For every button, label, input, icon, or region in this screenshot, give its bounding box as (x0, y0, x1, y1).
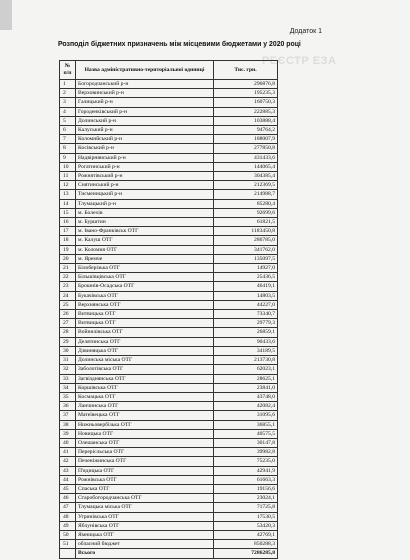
row-value: 286785,0 (214, 236, 278, 245)
row-value: 103888,4 (214, 116, 278, 125)
table-row (60, 80, 278, 89)
table-row (60, 236, 278, 245)
table-row (60, 218, 278, 227)
table-row (60, 530, 278, 539)
table-row (60, 144, 278, 153)
table-row (60, 438, 278, 447)
row-name: м. Коломия ОТГ (76, 245, 214, 254)
row-name: м. Яремче (76, 254, 214, 263)
table-row (60, 300, 278, 309)
total-label: Всього (76, 549, 214, 558)
row-value: 75235,0 (214, 457, 278, 466)
row-name: Матеївецька ОТГ (76, 411, 214, 420)
row-name: Печеніжинська ОТГ (76, 457, 214, 466)
row-name: Яблунівська ОТГ (76, 521, 214, 530)
table-row (60, 337, 278, 346)
total-value: 7286285,8 (214, 549, 278, 558)
row-value: 53420,3 (214, 521, 278, 530)
row-value: 73340,7 (214, 310, 278, 319)
row-name: Тлумацька міська ОТГ (76, 503, 214, 512)
scan-edge (0, 0, 12, 30)
row-value: 28625,1 (214, 374, 278, 383)
row-value: 85280,4 (214, 199, 278, 208)
row-value: 92699,6 (214, 208, 278, 217)
table-row (60, 89, 278, 98)
row-name: П'ядицька ОТГ (76, 466, 214, 475)
row-name: Нижньовербізька ОТГ (76, 420, 214, 429)
row-num: 20 (60, 254, 76, 263)
row-name: Калуський р-н (76, 126, 214, 135)
row-value: 34189,5 (214, 346, 278, 355)
table-row (60, 190, 278, 199)
table-row (60, 475, 278, 484)
row-name: Старобогородчанська ОТГ (76, 494, 214, 503)
header-name: Назва адміністративно-територіальної одиниці (76, 61, 214, 80)
row-name: Більшівцівська ОТГ (76, 273, 214, 282)
row-value: 304385,4 (214, 172, 278, 181)
table-row (60, 392, 278, 401)
row-name: Рогатинський р-н (76, 162, 214, 171)
row-value: 62023,1 (214, 365, 278, 374)
row-value: 23024,1 (214, 494, 278, 503)
row-num: 18 (60, 236, 76, 245)
row-value: 850288,3 (214, 540, 278, 549)
table-row (60, 365, 278, 374)
row-name: обласний бюджет (76, 540, 214, 549)
table-row (60, 383, 278, 392)
table-row (60, 429, 278, 438)
table-row (60, 457, 278, 466)
row-name: Космацька ОТГ (76, 392, 214, 401)
row-value: 135097,5 (214, 254, 278, 263)
row-num: 28 (60, 328, 76, 337)
row-num: 48 (60, 512, 76, 521)
annex-label: Додаток 1 (289, 28, 322, 35)
row-num: 11 (60, 172, 76, 181)
row-num: 33 (60, 374, 76, 383)
table-row (60, 356, 278, 365)
stamp-watermark: РЕЄСТР ЕЗА (262, 55, 337, 67)
row-name: Ланчинська ОТГ (76, 402, 214, 411)
row-num: 41 (60, 448, 76, 457)
row-num: 34 (60, 383, 76, 392)
table-row (60, 503, 278, 512)
row-name: м. Болехів (76, 208, 214, 217)
row-value: 160750,3 (214, 98, 278, 107)
row-num: 7 (60, 135, 76, 144)
table-row (60, 208, 278, 217)
table-row (60, 282, 278, 291)
row-num: 3 (60, 98, 76, 107)
row-num: 36 (60, 402, 76, 411)
row-num: 27 (60, 319, 76, 328)
row-value: 40575,5 (214, 429, 278, 438)
table-row (60, 107, 278, 116)
document-title: Розподіл біджетних призначень між місцевими бюджетами у 2020 році (58, 41, 301, 48)
row-num: 17 (60, 227, 76, 236)
table-row (60, 540, 278, 549)
row-num: 1 (60, 80, 76, 89)
row-name: Долинський р-н (76, 116, 214, 125)
row-num: 24 (60, 291, 76, 300)
row-num: 37 (60, 411, 76, 420)
row-name: Угринівська ОТГ (76, 512, 214, 521)
header-value: Тис. грн. (214, 61, 278, 80)
row-num: 15 (60, 208, 76, 217)
table-row (60, 512, 278, 521)
table-row (60, 153, 278, 162)
row-num: 40 (60, 438, 76, 447)
row-num: 12 (60, 181, 76, 190)
row-name: м. Бурштин (76, 218, 214, 227)
row-num: 47 (60, 503, 76, 512)
row-value: 61663,3 (214, 475, 278, 484)
table-row (60, 346, 278, 355)
row-name: Коршівська ОТГ (76, 383, 214, 392)
row-name: Долинська міська ОТГ (76, 356, 214, 365)
row-num: 6 (60, 126, 76, 135)
row-value: 213730,8 (214, 356, 278, 365)
row-num: 26 (60, 310, 76, 319)
row-value: 214988,7 (214, 190, 278, 199)
row-value: 144065,4 (214, 162, 278, 171)
row-name: Перерісльська ОТГ (76, 448, 214, 457)
row-value: 195235,3 (214, 89, 278, 98)
table-row (60, 402, 278, 411)
row-num: 22 (60, 273, 76, 282)
row-num: 43 (60, 466, 76, 475)
row-num: 42 (60, 457, 76, 466)
row-num: 30 (60, 346, 76, 355)
row-value: 36855,1 (214, 420, 278, 429)
table-row (60, 310, 278, 319)
table-row (60, 411, 278, 420)
row-name: Букачівська ОТГ (76, 291, 214, 300)
row-value: 431433,6 (214, 153, 278, 162)
row-name: Дзвиняцька ОТГ (76, 346, 214, 355)
table-row (60, 273, 278, 282)
row-name: Брошнів-Осадська ОТГ (76, 282, 214, 291)
row-name: Витвицька ОТГ (76, 310, 214, 319)
row-value: 14927,0 (214, 264, 278, 273)
row-name: Верхнянська ОТГ (76, 300, 214, 309)
row-name: Білоберізька ОТГ (76, 264, 214, 273)
table-row (60, 319, 278, 328)
row-name: Витвицька ОТГ (76, 319, 214, 328)
row-name: Надвірнянський р-н (76, 153, 214, 162)
table-row (60, 448, 278, 457)
row-value: 46419,1 (214, 282, 278, 291)
table-row (60, 227, 278, 236)
row-num: 21 (60, 264, 76, 273)
row-name: Коломийський р-н (76, 135, 214, 144)
row-num: 49 (60, 521, 76, 530)
row-num: 25 (60, 300, 76, 309)
row-name: Олешанська ОТГ (76, 438, 214, 447)
row-num: 2 (60, 89, 76, 98)
row-num: 46 (60, 494, 76, 503)
table-body (60, 80, 278, 549)
table-row (60, 126, 278, 135)
row-value: 90433,6 (214, 337, 278, 346)
table-row (60, 420, 278, 429)
table-row (60, 374, 278, 383)
row-value: 39982,8 (214, 448, 278, 457)
row-name: Снятинський р-н (76, 181, 214, 190)
row-num: 51 (60, 540, 76, 549)
row-num: 5 (60, 116, 76, 125)
row-num: 14 (60, 199, 76, 208)
row-value: 43748,0 (214, 392, 278, 401)
row-value: 25436,5 (214, 273, 278, 282)
row-value: 42941,9 (214, 466, 278, 475)
row-name: Заболотівська ОТГ (76, 365, 214, 374)
row-value: 71725,8 (214, 503, 278, 512)
row-num: 39 (60, 429, 76, 438)
table-row (60, 199, 278, 208)
total-num (60, 549, 76, 558)
row-value: 61821,5 (214, 218, 278, 227)
row-value: 44227,0 (214, 300, 278, 309)
row-name: Галицький р-н (76, 98, 214, 107)
table-row (60, 254, 278, 263)
table-row (60, 135, 278, 144)
row-value: 94764,2 (214, 126, 278, 135)
row-num: 38 (60, 420, 76, 429)
row-num: 9 (60, 153, 76, 162)
row-name: Ямницька ОТГ (76, 530, 214, 539)
row-value: 42769,1 (214, 530, 278, 539)
row-value: 42082,4 (214, 402, 278, 411)
row-name: Новицька ОТГ (76, 429, 214, 438)
row-num: 4 (60, 107, 76, 116)
row-num: 50 (60, 530, 76, 539)
row-name: Рожнівська ОТГ (76, 475, 214, 484)
table-row (60, 521, 278, 530)
table-row (60, 484, 278, 493)
header-num: № п/п (60, 61, 76, 80)
row-name: Верховинський р-н (76, 89, 214, 98)
row-num: 29 (60, 337, 76, 346)
row-value: 23841,0 (214, 383, 278, 392)
row-name: Богородчанський р-н (76, 80, 214, 89)
row-value: 29779,3 (214, 319, 278, 328)
row-num: 13 (60, 190, 76, 199)
row-value: 277850,8 (214, 144, 278, 153)
row-value: 31095,6 (214, 411, 278, 420)
row-name: м. Калуш ОТГ (76, 236, 214, 245)
table-header-row (60, 61, 278, 80)
row-name: Городенківський р-н (76, 107, 214, 116)
table-row (60, 181, 278, 190)
row-num: 32 (60, 365, 76, 374)
table-row (60, 172, 278, 181)
row-name: Войнилівська ОТГ (76, 328, 214, 337)
row-num: 19 (60, 245, 76, 254)
row-value: 341762,0 (214, 245, 278, 254)
row-num: 10 (60, 162, 76, 171)
row-value: 26859,1 (214, 328, 278, 337)
row-num: 23 (60, 282, 76, 291)
table-row (60, 264, 278, 273)
table-row (60, 466, 278, 475)
total-row (60, 549, 278, 558)
row-num: 16 (60, 218, 76, 227)
row-num: 31 (60, 356, 76, 365)
table-row (60, 245, 278, 254)
row-value: 212369,5 (214, 181, 278, 190)
row-name: Тлумацький р-н (76, 199, 214, 208)
table-row (60, 162, 278, 171)
row-value: 19156,6 (214, 484, 278, 493)
table-row (60, 291, 278, 300)
row-name: Косівський р-н (76, 144, 214, 153)
table-row (60, 98, 278, 107)
row-name: Делятинська ОТГ (76, 337, 214, 346)
row-num: 8 (60, 144, 76, 153)
budget-table (59, 60, 278, 559)
row-name: Загвізднянська ОТГ (76, 374, 214, 383)
row-num: 44 (60, 475, 76, 484)
row-num: 35 (60, 392, 76, 401)
row-value: 222885,3 (214, 107, 278, 116)
table-row (60, 494, 278, 503)
row-value: 188007,9 (214, 135, 278, 144)
row-value: 296876,8 (214, 80, 278, 89)
row-name: м. Івано-Франківськ ОТГ (76, 227, 214, 236)
table-row (60, 328, 278, 337)
row-name: Спаська ОТГ (76, 484, 214, 493)
row-value: 17530,5 (214, 512, 278, 521)
row-num: 45 (60, 484, 76, 493)
table-row (60, 116, 278, 125)
row-value: 1183450,8 (214, 227, 278, 236)
row-name: Рожнятівський р-н (76, 172, 214, 181)
row-value: 30147,8 (214, 438, 278, 447)
row-name: Тисменицький р-н (76, 190, 214, 199)
row-value: 14803,5 (214, 291, 278, 300)
